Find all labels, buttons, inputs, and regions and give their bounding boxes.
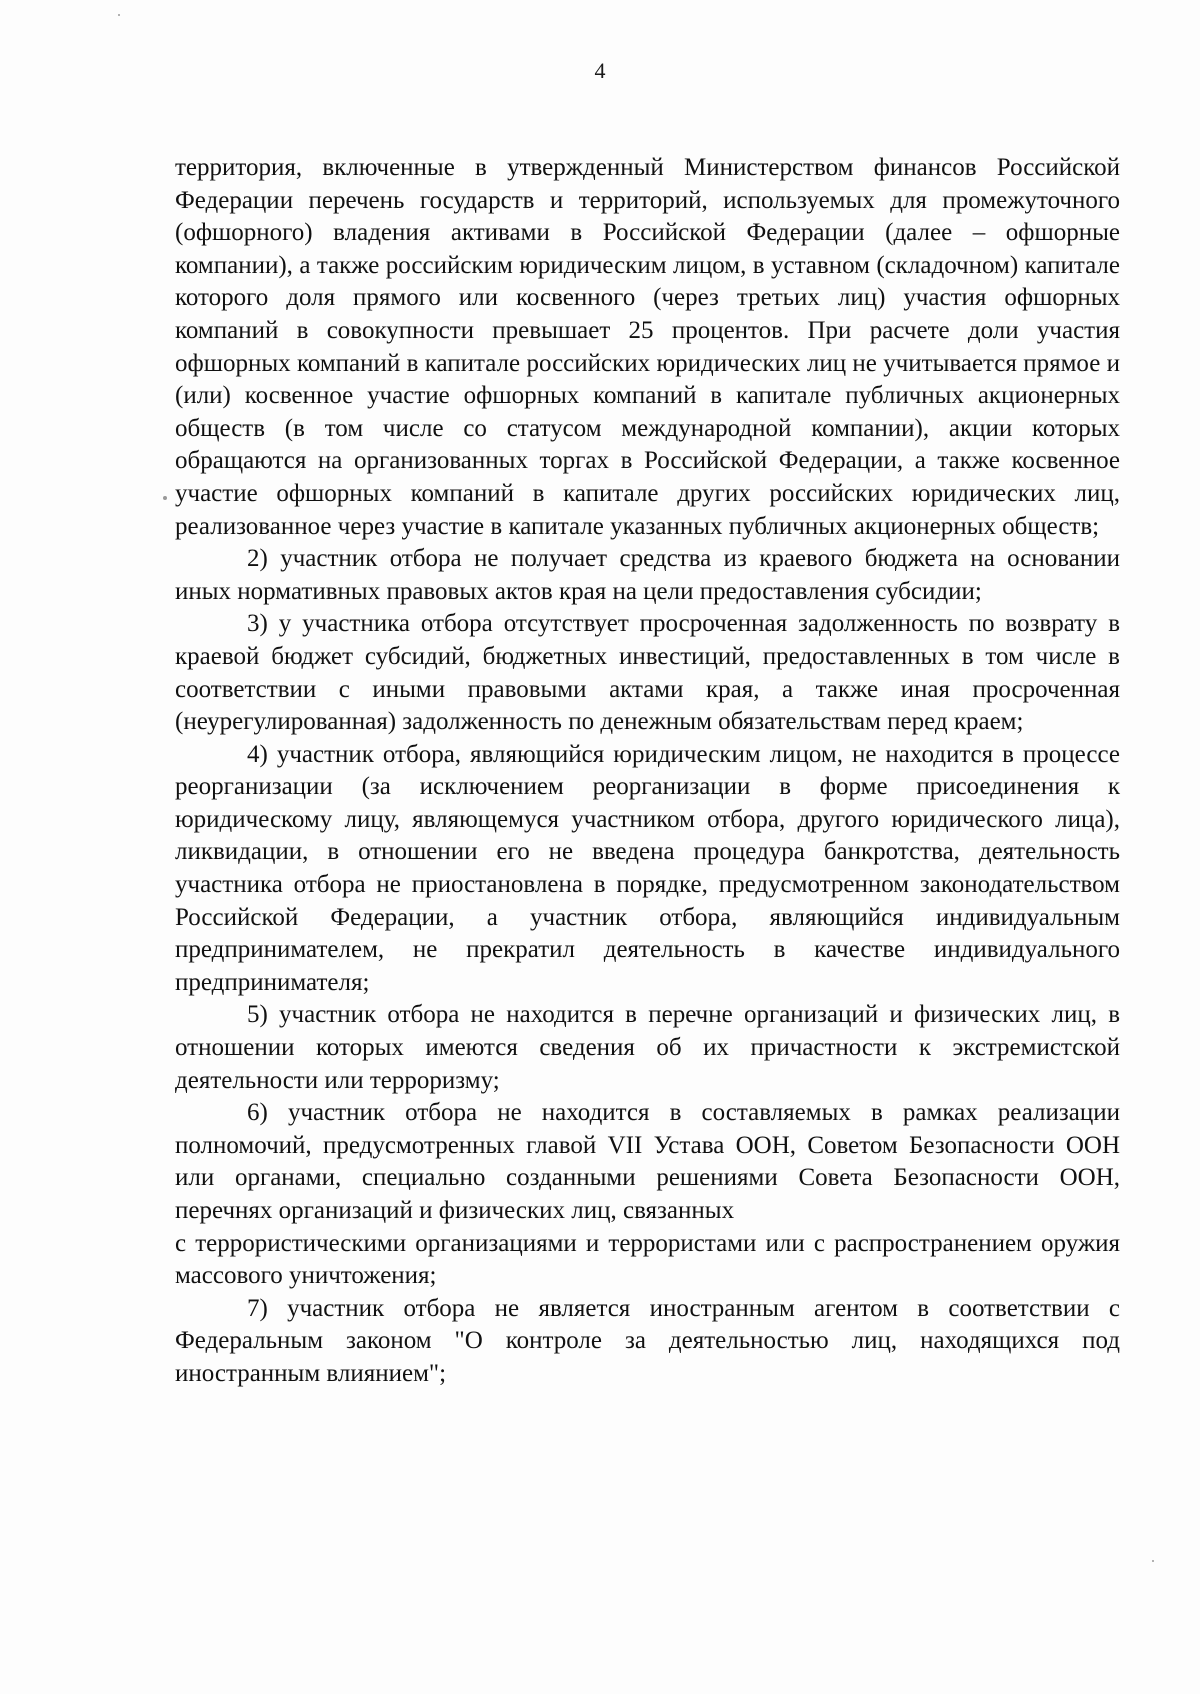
- paragraph-item-2: 2) участник отбора не получает средства из краевого бюджета на основании иных нормативных правовых актов края на цели предоставления субсидии;: [175, 545, 1120, 605]
- paragraph-item-7: 7) участник отбора не является иностранным агентом в соответствии с Федеральным законом "О контроле за деятельностью лиц, находящихся под иностранным влиянием";: [175, 1294, 1120, 1387]
- document-body: [175, 152, 1120, 1391]
- page-number: 4: [594, 58, 606, 83]
- paragraph-offshore-continuation: территория, включенные в утвержденный Министерством финансов Российской Федерации перечень государств и территорий, используемых для промежуточного (офшорного) владения активами в Российской Федерации (далее – офшорные компании), а также российским юридическим лицом, в уставном (складочном) капитале которого доля прямого или косвенного (через третьих лиц) участия офшорных компаний в совокупности превышает 25 процентов. При расчете доли участия офшорных компаний в капитале российских юридических лиц не учитывается прямое и (или) косвенное участие офшорных компаний в капитале публичных акционерных обществ (в том числе со статусом международной компании), акции которых обращаются на организованных торгах в Российской Федерации, а также косвенное участие офшорных компаний в капитале других российских юридических лиц, реализованное через участие в капитале указанных публичных акционерных обществ;: [175, 154, 1120, 540]
- paragraph-item-6: 6) участник отбора не находится в составляемых в рамках реализации полномочий, предусмотренных главой VII Устава ООН, Советом Безопасности ООН или органами, специально созданными решениями Совета Безопасности ООН, перечнях организаций и физических лиц, связанных: [175, 1099, 1120, 1224]
- paragraph-item-4: 4) участник отбора, являющийся юридическим лицом, не находится в процессе реорганизации (за исключением реорганизации в форме присоединения к юридическому лицу, являющемуся участником отбора, другого юридического лица), ликвидации, в отношении его не введена процедура банкротства, деятельность участника отбора не приостановлена в порядке, предусмотренном законодательством Российской Федерации, а участник отбора, являющийся индивидуальным предпринимателем, не прекратил деятельность в качестве индивидуального предпринимателя;: [175, 740, 1120, 996]
- paragraph-item-3: 3) у участника отбора отсутствует просроченная задолженность по возврату в краевой бюджет субсидий, бюджетных инвестиций, предоставленных в том числе в соответствии с иными правовыми актами края, а также иная просроченная (неурегулированная) задолженность по денежным обязательствам перед краем;: [175, 610, 1120, 736]
- scan-speck: [118, 14, 120, 16]
- paragraph-item-5: 5) участник отбора не находится в перечне организаций и физических лиц, в отношении которых имеются сведения об их причастности к экстремистской деятельности или терроризму;: [175, 1001, 1120, 1094]
- paragraph-item-6-continuation: с террористическими организациями и террористами или с распространением оружия массового уничтожения;: [175, 1229, 1120, 1290]
- scan-speck: [163, 496, 167, 500]
- scan-speck: [1152, 1560, 1154, 1562]
